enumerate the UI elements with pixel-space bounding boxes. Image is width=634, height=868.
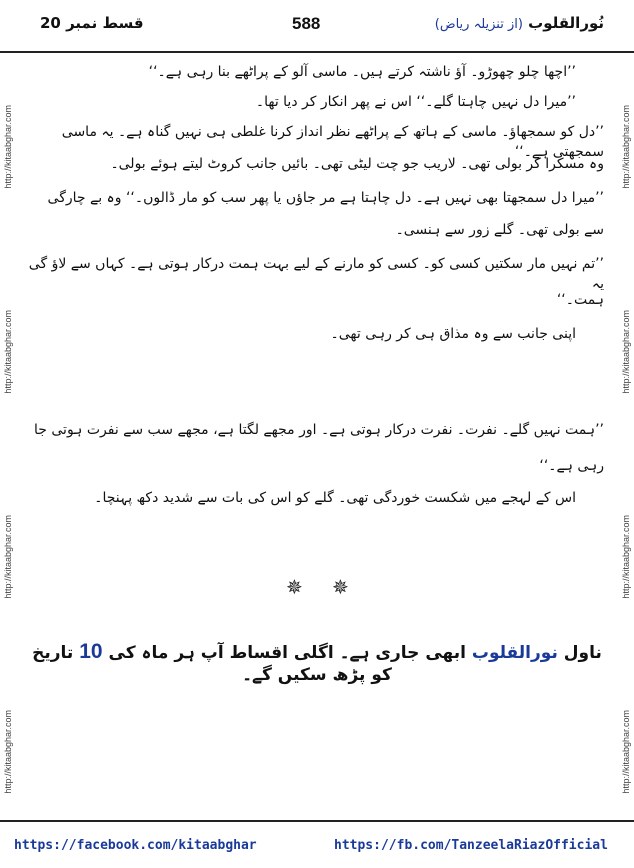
title: نُورالقلوب xyxy=(528,14,604,32)
text-line: ’’ہمت نہیں گلے۔ نفرت۔ نفرت درکار ہوتی ہے۔ اور مجھے لگتا ہے، مجھے سب سے نفرت ہوتی جا xyxy=(34,422,604,438)
text-line: ’’دل کو سمجھاؤ۔ ماسی کے ہاتھ کے پراٹھے نظر انداز کرنا غلطی ہی نہیں گناہ ہے۔ یہ ماسی سمجھتی ہے۔‘‘ xyxy=(61,124,604,160)
text-line: اس کے لہجے میں شکست خوردگی تھی۔ گلے کو اس کی بات سے شدید دکھ پہنچا۔ xyxy=(94,490,576,506)
release-date: 10 xyxy=(79,640,103,663)
author: (از تنزیلہ ریاض) xyxy=(434,17,523,32)
text-line: ’’میرا دل سمجھتا بھی نہیں ہے۔ دل چاہتا ہے مر جاؤں یا پھر سب کو مار ڈالوں۔‘‘ وہ بے چارگی xyxy=(47,190,604,206)
ornament-star-icon: ✵ xyxy=(286,575,303,599)
episode-label: قسط نمبر 20 xyxy=(40,14,144,32)
footer-rule xyxy=(0,820,634,822)
text-line: ’’میرا دل نہیں چاہتا گلے۔‘‘ اس نے پھر انکار کر دیا تھا۔ xyxy=(255,94,576,110)
text-line: ’’تم نہیں مار سکتیں کسی کو۔ کسی کو مارنے کے لیے بہت ہمت درکار ہوتی ہے۔ کہاں سے لاؤ گی یہ xyxy=(28,256,604,292)
text-line: ’’اچھا چلو چھوڑو۔ آؤ ناشتہ کرتے ہیں۔ ماسی آلو کے پراٹھے بنا رہی ہے۔‘‘ xyxy=(148,64,576,80)
text-line: اپنی جانب سے وہ مذاق ہی کر رہی تھی۔ xyxy=(330,326,576,342)
text-line: ہمت۔‘‘ xyxy=(556,292,604,308)
text-line: وہ مسکرا کر بولی تھی۔ لاریب جو چت لیٹی تھی۔ بائیں جانب کروٹ لیتے ہوئے بولی۔ xyxy=(110,156,604,172)
header-rule xyxy=(0,51,634,53)
text-line: سے بولی تھی۔ گلے زور سے ہنسی۔ xyxy=(395,222,604,238)
facebook-author-link[interactable]: https://fb.com/TanzeelaRiazOfficial xyxy=(334,838,608,853)
facebook-kitaabghar-link[interactable]: https://facebook.com/kitaabghar xyxy=(14,838,257,853)
left-watermark: http://kitaabghar.com http://kitaabghar.com http://kitaabghar.com http://kitaabghar.com xyxy=(3,105,13,794)
right-watermark: http://kitaabghar.com http://kitaabghar.com http://kitaabghar.com http://kitaabghar.com xyxy=(621,105,631,794)
book-title xyxy=(435,14,604,32)
ornament-star-icon: ✵ xyxy=(332,575,349,599)
text-line: رہی ہے۔‘‘ xyxy=(539,458,604,474)
continuation-notice: ناول نورالقلوب ابھی جاری ہے۔ اگلی اقساط آپ ہر ماہ کی 10 تاریخ کو پڑھ سکیں گے۔ xyxy=(32,640,602,685)
novel-name: نورالقلوب xyxy=(471,643,558,663)
page-number: 588 xyxy=(292,14,321,33)
